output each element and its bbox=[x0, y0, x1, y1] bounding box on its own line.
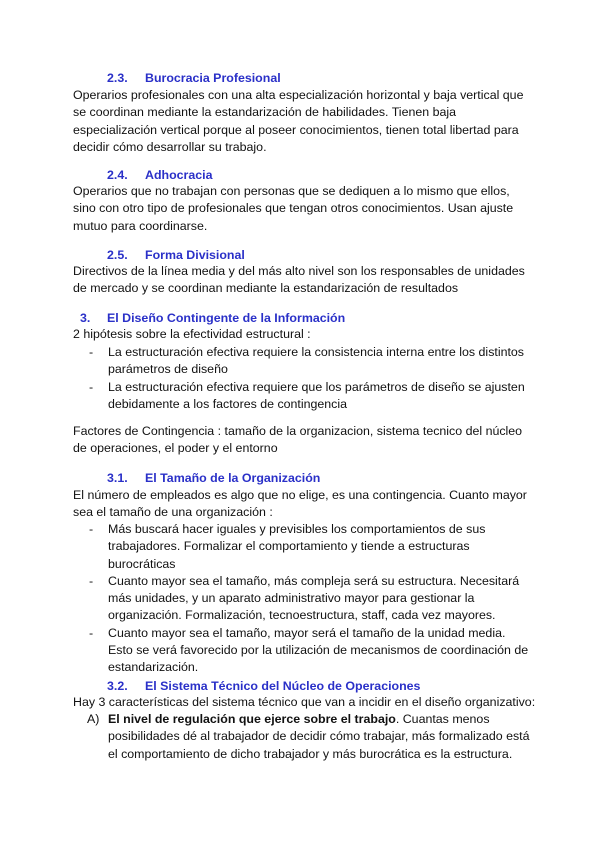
list-item-text: Cuanto mayor sea el tamaño, más compleja será su estructura. Necesitará más unidades, y un aparato administrativo mayor para gestionar la organización. Formalización, tecnoestructura, staff, cada vez mayores. bbox=[108, 573, 520, 623]
paragraph-text: Directivos de la línea media y del más alto nivel son los responsables de unidades de mercado y se coordinan mediante la estandarización de resultados bbox=[73, 264, 525, 296]
list-item-text: La estructuración efectiva requiere que los parámetros de diseño se ajusten debidamente a los factores de contingencia bbox=[108, 379, 525, 411]
list-item-bold-text: El nivel de regulación que ejerce sobre el trabajo bbox=[108, 712, 396, 726]
paragraph-text: 2 hipótesis sobre la efectividad estructural : bbox=[73, 327, 311, 341]
dash-bullet: - bbox=[89, 573, 94, 588]
list-item bbox=[73, 344, 533, 379]
paragraph-text: Operarios profesionales con una alta especialización horizontal y baja vertical que se coordinan mediante la estandarización de habilidades. Tienen baja especialización vertical porque al poseer conocimientos, tienen total libertad para decidir cómo desarrollar su trabajo. bbox=[73, 88, 524, 154]
heading-title: El Tamaño de la Organización bbox=[145, 471, 321, 485]
paragraph-sistema-tecnico-intro bbox=[73, 694, 543, 711]
heading-adhocracia bbox=[107, 167, 212, 183]
paragraph-adhocracia bbox=[73, 183, 533, 235]
caracteristicas-list bbox=[73, 711, 533, 763]
list-item bbox=[73, 379, 533, 414]
heading-title: El Diseño Contingente de la Información bbox=[107, 311, 346, 325]
heading-number: 2.5. bbox=[107, 248, 128, 262]
paragraph-hipotesis-intro bbox=[73, 326, 533, 343]
dash-bullet: - bbox=[89, 625, 94, 640]
dash-bullet: - bbox=[89, 345, 94, 359]
heading-number: 3. bbox=[80, 311, 91, 325]
heading-title: Forma Divisional bbox=[145, 248, 245, 262]
hipotesis-list bbox=[73, 344, 533, 413]
paragraph-forma-divisional bbox=[73, 263, 533, 298]
paragraph-factores-contingencia bbox=[73, 423, 533, 458]
paragraph-text: El número de empleados es algo que no elige, es una contingencia. Cuanto mayor sea el tamaño de una organización : bbox=[73, 488, 527, 520]
heading-number: 3.1. bbox=[107, 471, 128, 485]
list-item bbox=[73, 711, 533, 763]
heading-number: 3.2. bbox=[107, 679, 128, 693]
paragraph-text: Factores de Contingencia : tamaño de la organizacion, sistema tecnico del núcleo de operaciones, el poder y el entorno bbox=[73, 424, 523, 456]
list-item-text: . Cuantas menos posibilidades dé al trabajador de decidir cómo trabajar, más formalizado está el comportamiento de dicho trabajador y más burocrática es la estructura. bbox=[108, 712, 530, 761]
heading-title: Adhocracia bbox=[145, 168, 213, 182]
list-item-text: La estructuración efectiva requiere la consistencia interna entre los distintos parámetros de diseño bbox=[108, 345, 524, 377]
heading-title: Burocracia Profesional bbox=[145, 71, 281, 85]
dash-bullet: - bbox=[89, 379, 94, 394]
heading-forma-divisional bbox=[107, 247, 245, 263]
heading-number: 2.4. bbox=[107, 168, 128, 182]
heading-tamano-organizacion bbox=[107, 470, 320, 486]
list-item-text: Cuanto mayor sea el tamaño, mayor será el tamaño de la unidad media. Esto se verá favorecido por la utilización de mecanismos de coordinación de estandarización. bbox=[108, 625, 529, 675]
paragraph-text: Hay 3 características del sistema técnico que van a incidir en el diseño organizativo: bbox=[73, 695, 536, 709]
dash-bullet: - bbox=[89, 522, 94, 536]
list-item bbox=[73, 573, 533, 625]
list-item bbox=[73, 625, 533, 677]
paragraph-tamano-intro bbox=[73, 487, 533, 522]
heading-title: El Sistema Técnico del Núcleo de Operaciones bbox=[145, 679, 421, 693]
letter-marker: A) bbox=[87, 712, 100, 726]
heading-burocracia-profesional bbox=[107, 70, 281, 86]
list-item bbox=[73, 521, 533, 573]
heading-diseno-contingente bbox=[80, 310, 345, 326]
paragraph-burocracia-profesional bbox=[73, 87, 533, 156]
tamano-list bbox=[73, 521, 533, 677]
heading-sistema-tecnico bbox=[107, 678, 420, 694]
list-item-text: Más buscará hacer iguales y previsibles los comportamientos de sus trabajadores. Formalizar el comportamiento y tiende a estructuras burocráticas bbox=[108, 522, 486, 571]
heading-number: 2.3. bbox=[107, 71, 128, 85]
paragraph-text: Operarios que no trabajan con personas que se dediquen a lo mismo que ellos, sino con otro tipo de profesionales que tengan otros conocimientos. Usan ajuste mutuo para coordinarse. bbox=[73, 184, 514, 233]
